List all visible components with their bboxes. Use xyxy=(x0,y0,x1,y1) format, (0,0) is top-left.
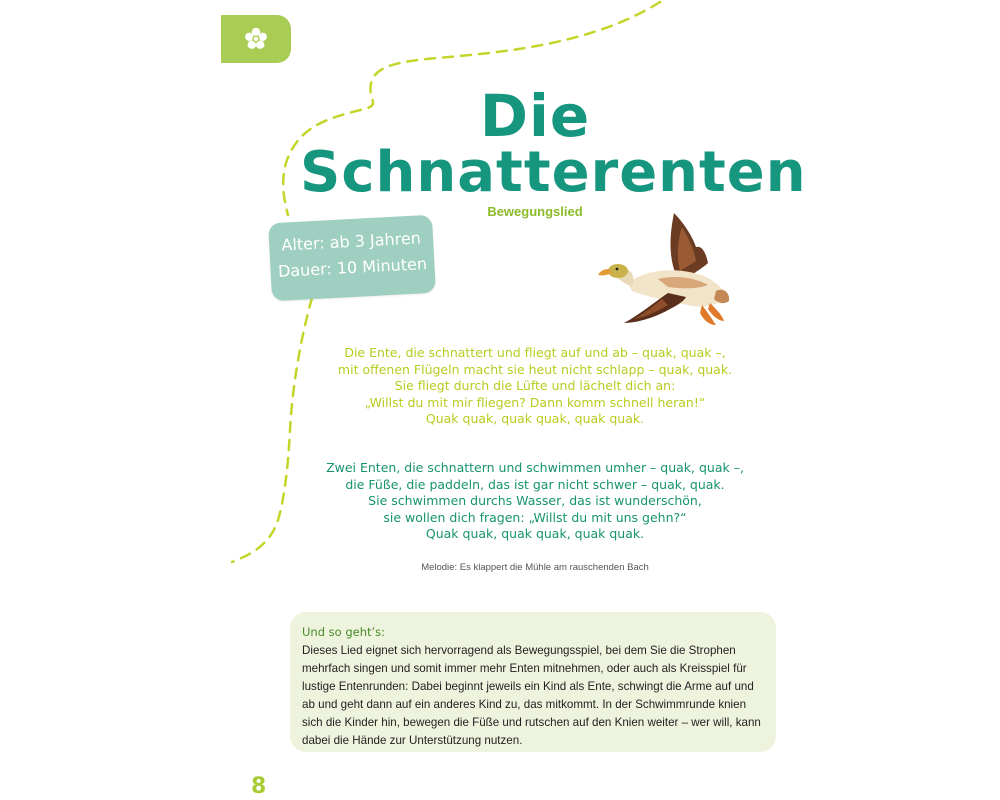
page-title-line2: Schnatterenten xyxy=(300,140,807,205)
page-subtitle: Bewegungslied xyxy=(487,204,583,219)
verse-line: Sie schwimmen durchs Wasser, das ist wunderschön, xyxy=(368,493,702,508)
song-verse-2 xyxy=(300,460,770,543)
verse-line: mit offenen Flügeln macht sie heut nicht schlapp – quak, quak. xyxy=(337,361,733,377)
verse-line: Quak quak, quak quak, quak quak. xyxy=(425,411,645,426)
verse-line: Zwei Enten, die schnattern und schwimmen umher – quak, quak –, xyxy=(326,460,744,475)
verse-line: Sie fliegt durch die Lüfte und lächelt dich an: xyxy=(394,378,676,393)
verse-line: die Füße, die paddeln, das ist gar nicht schwer – quak, quak. xyxy=(345,476,725,492)
duck-illustration xyxy=(598,205,733,330)
page-number: 8 xyxy=(251,774,267,799)
age-label: Alter: ab 3 Jahren xyxy=(281,228,422,255)
melody-note: Melodie: Es klappert die Mühle am rauschenden Bach xyxy=(421,562,649,573)
verse-line: „Willst du mit mir fliegen? Dann komm schnell heran!“ xyxy=(364,394,706,410)
instructions-box xyxy=(290,612,776,752)
age-duration-box xyxy=(268,215,436,301)
instructions-text: Dieses Lied eignet sich hervorragend als Bewegungsspiel, bei dem Sie die Strophen mehrfach singen und somit immer mehr Enten mitnehmen, oder auch als Kreisspiel für lustige Entenrunden: Dabei beginnt jeweils ein Kind als Ente, schwingt die Arme auf und ab und geht dann auf ein anderes Kind zu, das mitkommt. In der Schwimmrunde knien sich die Kinder hin, bewegen die Füße und rutschen auf den Knien weiter – wer will, kann dabei die Hände zur Unterstützung nutzen. xyxy=(302,644,761,747)
instructions-heading: Und so geht’s: xyxy=(302,625,386,639)
page-title-line1: Die xyxy=(479,82,591,150)
flower-icon xyxy=(243,26,269,52)
verse-line: sie wollen dich fragen: „Willst du mit uns gehn?“ xyxy=(383,509,687,525)
verse-line: Die Ente, die schnattert und fliegt auf und ab – quak, quak –, xyxy=(344,345,726,360)
duration-label: Dauer: 10 Minuten xyxy=(277,254,428,281)
chapter-tab xyxy=(221,15,291,63)
song-verse-1 xyxy=(300,345,770,428)
verse-line: Quak quak, quak quak, quak quak. xyxy=(425,526,645,541)
